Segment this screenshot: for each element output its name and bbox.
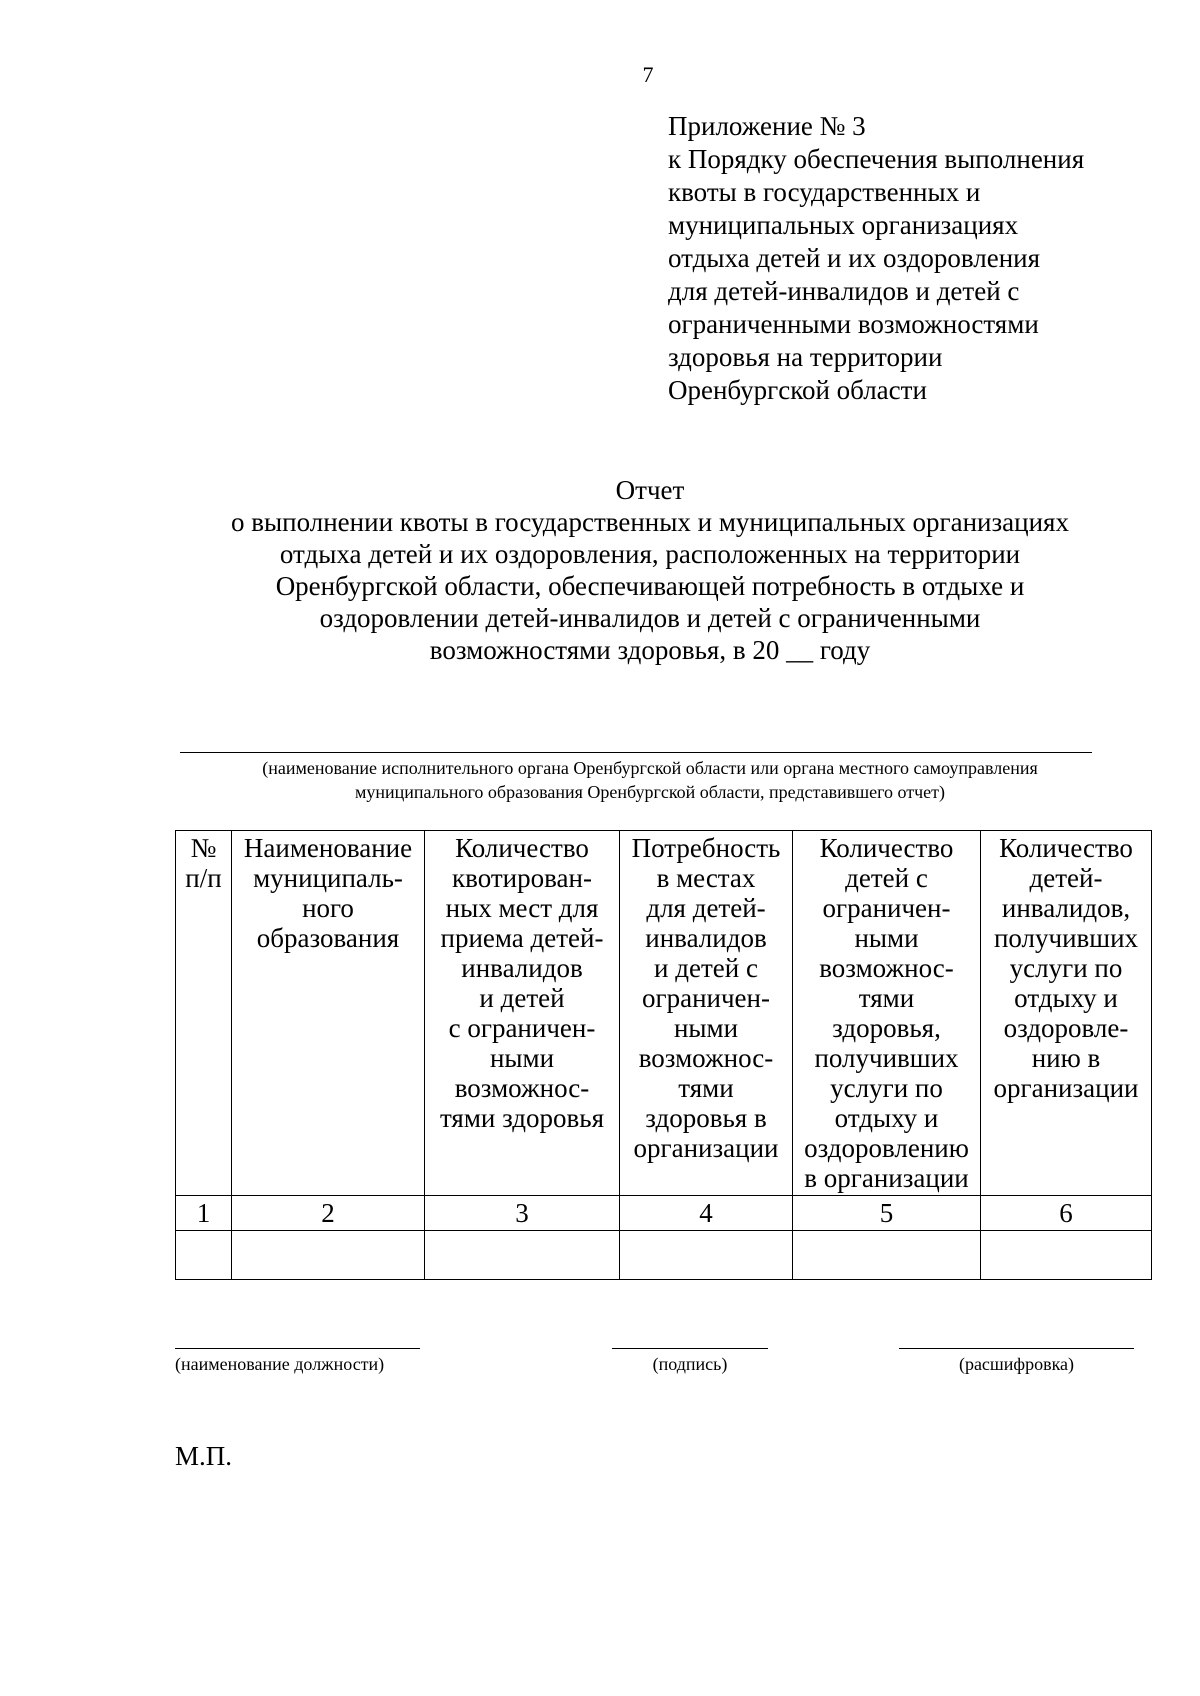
column-number: 1 — [176, 1196, 232, 1231]
appendix-line: к Порядку обеспечения выполнения — [668, 144, 1085, 174]
header-children-disabled: Количество детей- инвалидов, получивших услуги по отдыху и оздоровле- нию в организации — [981, 831, 1152, 1196]
header-municipality: Наименование муниципаль- ного образования — [232, 831, 425, 1196]
header-number: № п/п — [176, 831, 232, 1196]
table-cell — [981, 1231, 1152, 1280]
org-caption-line: (наименование исполнительного органа Оренбургской области или органа местного самоуправления — [262, 758, 1038, 778]
column-number: 3 — [425, 1196, 620, 1231]
table-header-row — [176, 831, 1152, 1196]
table-cell — [232, 1231, 425, 1280]
appendix-line: ограниченными возможностями — [668, 309, 1039, 339]
table-cell — [793, 1231, 981, 1280]
table-row — [176, 1231, 1152, 1280]
report-table — [175, 830, 1152, 1280]
column-number-row — [176, 1196, 1152, 1231]
column-number: 5 — [793, 1196, 981, 1231]
column-number: 6 — [981, 1196, 1152, 1231]
report-subtitle-line: отдыха детей и их оздоровления, расположенных на территории — [279, 539, 1021, 569]
appendix-line: здоровья на территории — [668, 342, 943, 372]
stamp-place: М.П. — [175, 1441, 233, 1471]
header-quota-places: Количество квотирован- ных мест для приема детей- инвалидов и детей с ограничен- ными возможнос- тями здоровья — [425, 831, 620, 1196]
report-title: Отчет — [615, 475, 685, 505]
org-name-fill-line — [180, 752, 1092, 753]
appendix-line: Приложение № 3 — [668, 111, 866, 141]
table-cell — [176, 1231, 232, 1280]
position-caption: (наименование должности) — [175, 1354, 385, 1374]
table-cell — [425, 1231, 620, 1280]
report-subtitle-line: о выполнении квоты в государственных и муниципальных организациях — [231, 507, 1069, 537]
header-demand: Потребность в местах для детей- инвалидов и детей с ограничен- ными возможнос- тями здоровья в организации — [620, 831, 793, 1196]
signature-caption: (подпись) — [652, 1354, 728, 1374]
column-number: 4 — [620, 1196, 793, 1231]
appendix-line: муниципальных организациях — [668, 210, 1019, 240]
page-number: 7 — [642, 62, 654, 87]
header-children-limited: Количество детей с ограничен- ными возможнос- тями здоровья, получивших услуги по отдыху и оздоровлению в организации — [793, 831, 981, 1196]
appendix-line: квоты в государственных и — [668, 177, 981, 207]
report-title-block — [150, 474, 1150, 666]
decoding-caption: (расшифровка) — [958, 1354, 1075, 1374]
signature-fill-line — [612, 1348, 768, 1349]
appendix-header — [668, 110, 1084, 407]
appendix-line: Оренбургской области — [668, 375, 927, 405]
decoding-fill-line — [899, 1348, 1134, 1349]
report-subtitle-line: Оренбургской области, обеспечивающей потребность в отдыхе и — [275, 571, 1025, 601]
appendix-line: для детей-инвалидов и детей с — [668, 276, 1020, 306]
org-caption-line: муниципального образования Оренбургской области, представившего отчет) — [354, 782, 946, 802]
column-number: 2 — [232, 1196, 425, 1231]
table-cell — [620, 1231, 793, 1280]
report-subtitle-line: оздоровлении детей-инвалидов и детей с ограниченными — [319, 603, 981, 633]
org-name-caption — [150, 756, 1150, 804]
position-fill-line — [175, 1348, 420, 1349]
appendix-line: отдыха детей и их оздоровления — [668, 243, 1041, 273]
report-subtitle-line: возможностями здоровья, в 20 __ году — [429, 635, 871, 665]
